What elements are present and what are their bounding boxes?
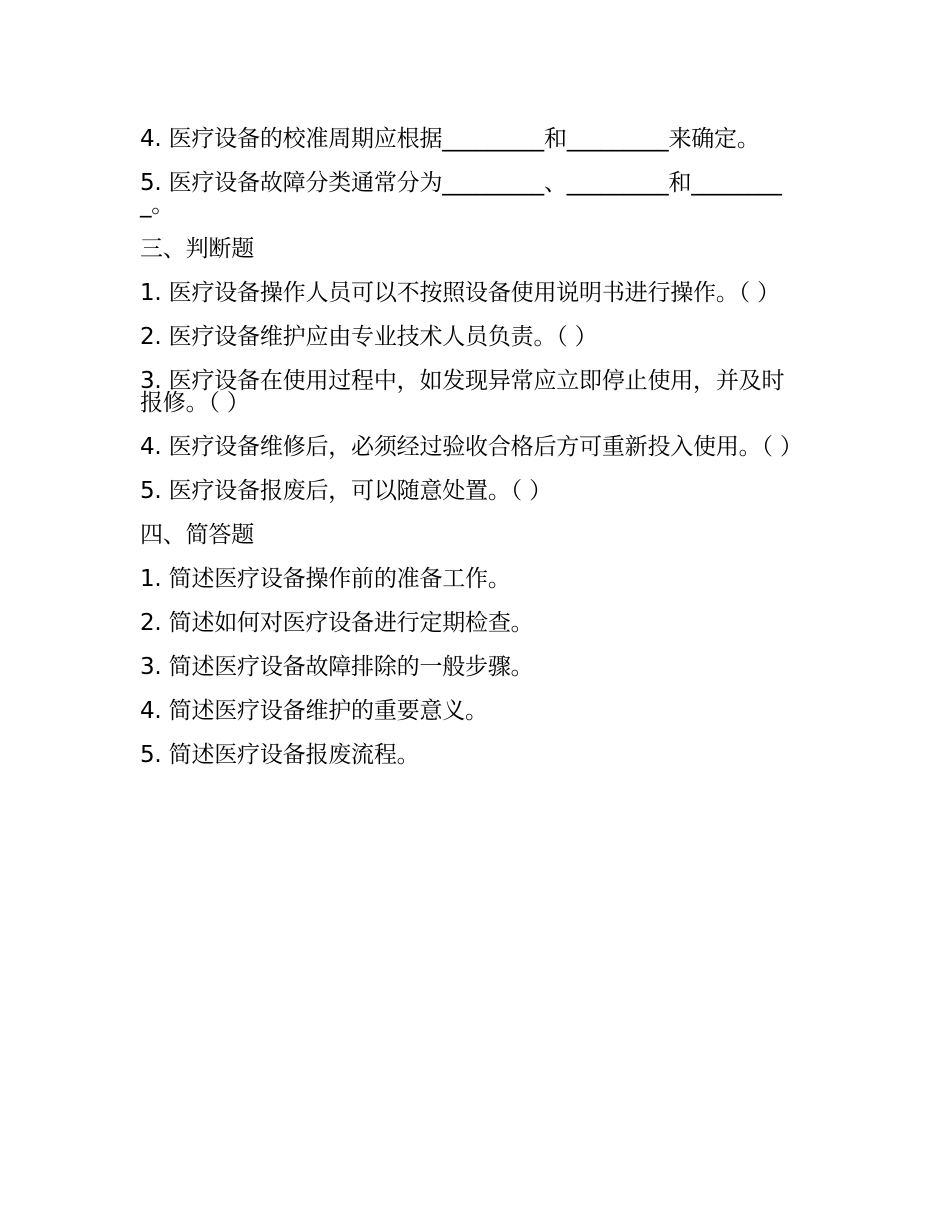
short-answer-question-1: 1. 简述医疗设备操作前的准备工作。 xyxy=(140,566,511,592)
short-answer-question-5: 5. 简述医疗设备报废流程。 xyxy=(140,742,420,768)
section-heading-true-false: 三、判断题 xyxy=(140,236,255,262)
fill-blank-question-4: 4. 医疗设备的校准周期应根据_________和_________来确定。 xyxy=(140,126,760,152)
short-answer-question-3: 3. 简述医疗设备故障排除的一般步骤。 xyxy=(140,654,534,680)
true-false-question-4: 4. 医疗设备维修后，必须经过验收合格后方可重新投入使用。（ ） xyxy=(140,434,803,460)
true-false-question-3: 3. 医疗设备在使用过程中，如发现异常应立即停止使用，并及时报修。（ ） xyxy=(140,368,785,416)
section-heading-short-answer: 四、简答题 xyxy=(140,522,255,548)
short-answer-question-4: 4. 简述医疗设备维护的重要意义。 xyxy=(140,698,488,724)
true-false-question-1: 1. 医疗设备操作人员可以不按照设备使用说明书进行操作。（ ） xyxy=(140,280,780,306)
true-false-question-2: 2. 医疗设备维护应由专业技术人员负责。（ ） xyxy=(140,324,598,350)
short-answer-question-2: 2. 简述如何对医疗设备进行定期检查。 xyxy=(140,610,534,636)
true-false-question-5: 5. 医疗设备报废后，可以随意处置。（ ） xyxy=(140,478,552,504)
document-body xyxy=(140,126,803,788)
fill-blank-question-5: 5. 医疗设备故障分类通常分为_________、_________和_________。 xyxy=(140,170,782,218)
